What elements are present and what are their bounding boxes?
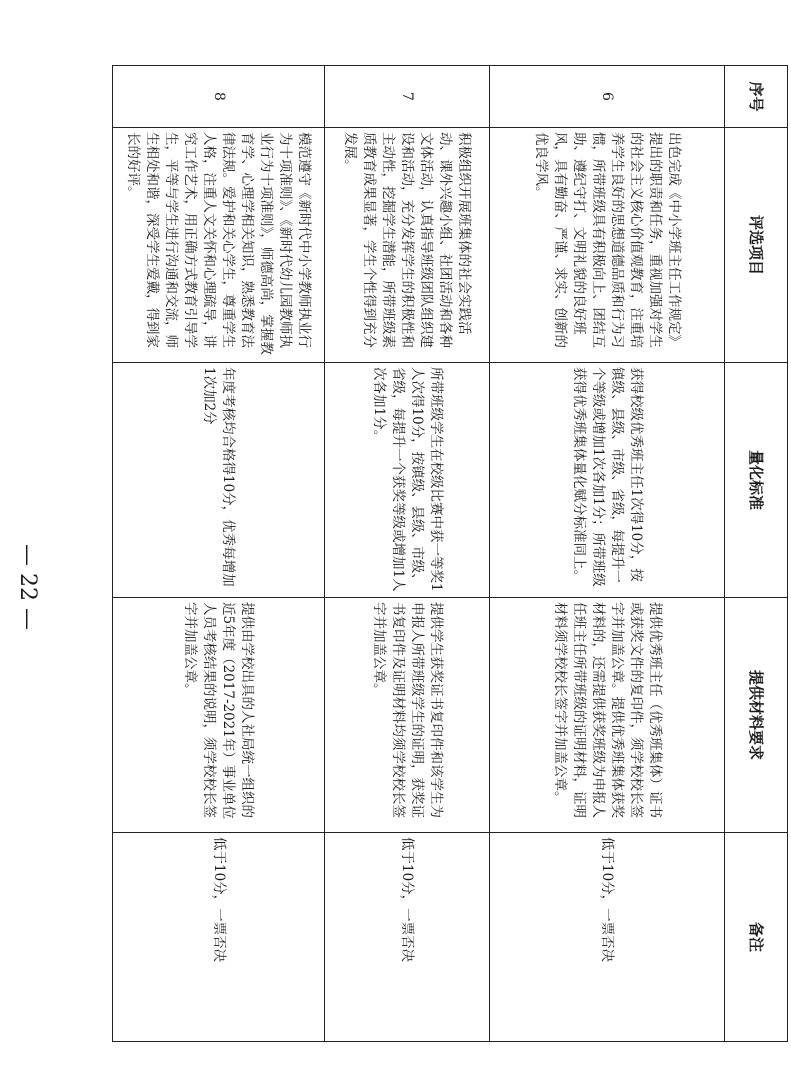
row-standard: 年度考核均合格得10分，优秀每增加1次加2分 — [113, 363, 325, 598]
row-item: 模范遵守《新时代中小学教师执业行为十项准则》、《新时代幼儿园教师执业行为十项准则》，师德高尚，掌握教育学、心理学相关知识，熟悉教育法律法规。爱护和关心学生，尊重学生人格，注重人文关怀和心理疏导，讲究工作艺术，用正确方式教育引导学生，平等与学生进行沟通和交流，师生相处和谐，深受学生爱戴，得到家长的好评。 — [113, 128, 325, 363]
row-standard: 所带班级学生在校级比赛中获一等奖1人次得10分，按镇级、县级、市级、省级，每提升一个获奖等级或增加1人次各加1分。 — [325, 363, 490, 598]
evaluation-table — [112, 65, 788, 1042]
row-materials: 提供学生获奖证书复印件和该学生为申报人所带班级学生的证明，获奖证书复印件及证明材料均须学校校长签字并加盖公章。 — [325, 598, 490, 833]
table-row — [113, 66, 325, 1042]
row-item: 积极组织开展班集体的社会实践活动、课外兴趣小组、社团活动和各种文体活动，认真指导班级团队组织建设和活动，充分发挥学生的积极性和主动性，挖掘学生潜能，所带班级素质教育成果显著，学生个性得到充分发展。 — [325, 128, 490, 363]
row-note: 低于10分，一票否决 — [113, 833, 325, 1042]
header-row — [725, 66, 788, 1042]
header-item: 评选项目 — [725, 128, 788, 363]
header-standard: 量化标准 — [725, 363, 788, 598]
row-materials: 提供由学校出具的人社局统一组织的近5年度（2017-2021年）事业单位人员考核结果的说明，须学校校长签字并加盖公章。 — [113, 598, 325, 833]
header-note: 备注 — [725, 833, 788, 1042]
header-materials: 提供材料要求 — [725, 598, 788, 833]
row-seq: 8 — [113, 66, 325, 128]
row-note: 低于10分，一票否决 — [490, 833, 725, 1042]
table-row — [490, 66, 725, 1042]
header-seq: 序号 — [725, 66, 788, 128]
row-note: 低于10分，一票否决 — [325, 833, 490, 1042]
page-number: — 22 — — [15, 544, 40, 630]
row-item: 出色完成《中小学班主任工作规定》提出的职责和任务，重视加强对学生的社会主义核心价值观教育，注重培养学生良好的思想道德品质和行为习惯，所带班级具有积极向上、团结互助、遵纪守打、文明礼貌的良好班风，具有勤奋、严谨、求实、创新的优良学风。 — [490, 128, 725, 363]
row-materials: 提供优秀班主任（优秀班集体）证书或获奖文件的复印件，须学校校长签字并加盖公章。提供优秀班集体获奖材料的，还需提供获奖班级为申报人任班主任所带班级的证明材料，证明材料须学校校长签字并加盖公章。 — [490, 598, 725, 833]
row-standard: 获得校级优秀班主任1次得10分，按镇级、县级、市级、省级，每提升一个等级或增加1次各加1分；所带班级获得优秀班集体量化赋分标准同上。 — [490, 363, 725, 598]
row-seq: 6 — [490, 66, 725, 128]
row-seq: 7 — [325, 66, 490, 128]
rotated-table-container — [125, 65, 788, 1041]
table-row — [325, 66, 490, 1042]
